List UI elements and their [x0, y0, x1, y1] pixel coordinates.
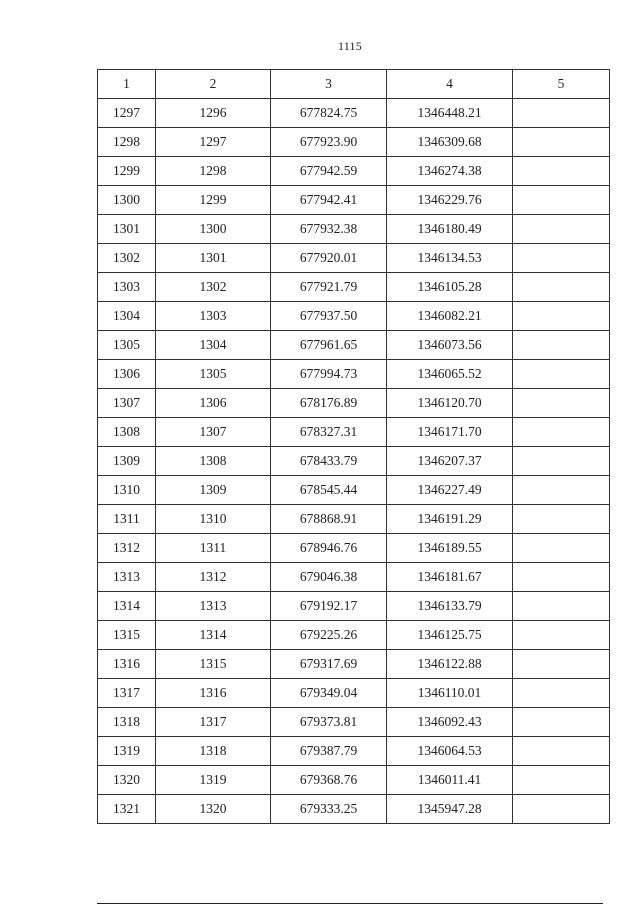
x-coordinate-cell: 678176.89	[271, 389, 387, 418]
y-coordinate-cell: 1346191.29	[387, 505, 513, 534]
note-cell	[513, 795, 610, 824]
y-coordinate-cell: 1346171.70	[387, 418, 513, 447]
point-number-cell: 1316	[98, 650, 156, 679]
x-coordinate-cell: 678545.44	[271, 476, 387, 505]
y-coordinate-cell: 1346110.01	[387, 679, 513, 708]
page-number: 1115	[338, 39, 362, 53]
point-number-cell: 1297	[98, 99, 156, 128]
point-number-cell: 1319	[98, 737, 156, 766]
previous-point-cell: 1317	[156, 708, 271, 737]
point-number-cell: 1315	[98, 621, 156, 650]
note-cell	[513, 99, 610, 128]
note-cell	[513, 592, 610, 621]
table-row	[98, 186, 610, 215]
previous-point-cell: 1308	[156, 447, 271, 476]
previous-point-cell: 1307	[156, 418, 271, 447]
note-cell	[513, 447, 610, 476]
x-coordinate-cell: 679349.04	[271, 679, 387, 708]
y-coordinate-cell: 1346105.28	[387, 273, 513, 302]
x-coordinate-cell: 677824.75	[271, 99, 387, 128]
x-coordinate-cell: 677920.01	[271, 244, 387, 273]
note-cell	[513, 418, 610, 447]
x-coordinate-cell: 679317.69	[271, 650, 387, 679]
point-number-cell: 1313	[98, 563, 156, 592]
point-number-cell: 1317	[98, 679, 156, 708]
note-cell	[513, 737, 610, 766]
y-coordinate-cell: 1346092.43	[387, 708, 513, 737]
point-number-cell: 1309	[98, 447, 156, 476]
point-number-cell: 1314	[98, 592, 156, 621]
y-coordinate-cell: 1346082.21	[387, 302, 513, 331]
header-cell-3: 3	[271, 70, 387, 99]
header-row	[98, 70, 610, 99]
x-coordinate-cell: 677961.65	[271, 331, 387, 360]
x-coordinate-cell: 677994.73	[271, 360, 387, 389]
y-coordinate-cell: 1346180.49	[387, 215, 513, 244]
note-cell	[513, 331, 610, 360]
point-number-cell: 1298	[98, 128, 156, 157]
table-row	[98, 418, 610, 447]
table-row	[98, 476, 610, 505]
x-coordinate-cell: 678433.79	[271, 447, 387, 476]
note-cell	[513, 766, 610, 795]
y-coordinate-cell: 1346189.55	[387, 534, 513, 563]
table-row	[98, 215, 610, 244]
table-row	[98, 360, 610, 389]
table-row	[98, 244, 610, 273]
note-cell	[513, 389, 610, 418]
header-cell-5: 5	[513, 70, 610, 99]
table-row	[98, 331, 610, 360]
table-row	[98, 99, 610, 128]
point-number-cell: 1300	[98, 186, 156, 215]
note-cell	[513, 244, 610, 273]
x-coordinate-cell: 678946.76	[271, 534, 387, 563]
note-cell	[513, 302, 610, 331]
x-coordinate-cell: 679225.26	[271, 621, 387, 650]
table-body	[98, 99, 610, 824]
x-coordinate-cell: 679368.76	[271, 766, 387, 795]
y-coordinate-cell: 1346122.88	[387, 650, 513, 679]
y-coordinate-cell: 1345947.28	[387, 795, 513, 824]
table-row	[98, 447, 610, 476]
point-number-cell: 1303	[98, 273, 156, 302]
y-coordinate-cell: 1346181.67	[387, 563, 513, 592]
x-coordinate-cell: 679373.81	[271, 708, 387, 737]
point-number-cell: 1307	[98, 389, 156, 418]
note-cell	[513, 505, 610, 534]
x-coordinate-cell: 679333.25	[271, 795, 387, 824]
table-row	[98, 157, 610, 186]
previous-point-cell: 1318	[156, 737, 271, 766]
previous-point-cell: 1309	[156, 476, 271, 505]
previous-point-cell: 1312	[156, 563, 271, 592]
y-coordinate-cell: 1346207.37	[387, 447, 513, 476]
previous-point-cell: 1316	[156, 679, 271, 708]
table-row	[98, 592, 610, 621]
point-number-cell: 1302	[98, 244, 156, 273]
note-cell	[513, 708, 610, 737]
point-number-cell: 1310	[98, 476, 156, 505]
y-coordinate-cell: 1346309.68	[387, 128, 513, 157]
note-cell	[513, 273, 610, 302]
table-row	[98, 128, 610, 157]
table-row	[98, 505, 610, 534]
point-number-cell: 1299	[98, 157, 156, 186]
y-coordinate-cell: 1346073.56	[387, 331, 513, 360]
x-coordinate-cell: 679046.38	[271, 563, 387, 592]
table-row	[98, 708, 610, 737]
note-cell	[513, 128, 610, 157]
table-row	[98, 389, 610, 418]
note-cell	[513, 186, 610, 215]
previous-point-cell: 1304	[156, 331, 271, 360]
point-number-cell: 1301	[98, 215, 156, 244]
table-row	[98, 679, 610, 708]
point-number-cell: 1308	[98, 418, 156, 447]
previous-point-cell: 1302	[156, 273, 271, 302]
previous-point-cell: 1297	[156, 128, 271, 157]
note-cell	[513, 563, 610, 592]
previous-point-cell: 1315	[156, 650, 271, 679]
point-number-cell: 1304	[98, 302, 156, 331]
x-coordinate-cell: 679387.79	[271, 737, 387, 766]
note-cell	[513, 360, 610, 389]
previous-point-cell: 1310	[156, 505, 271, 534]
y-coordinate-cell: 1346125.75	[387, 621, 513, 650]
table-row	[98, 621, 610, 650]
point-number-cell: 1306	[98, 360, 156, 389]
x-coordinate-cell: 678327.31	[271, 418, 387, 447]
y-coordinate-cell: 1346274.38	[387, 157, 513, 186]
previous-point-cell: 1298	[156, 157, 271, 186]
table-row	[98, 563, 610, 592]
note-cell	[513, 679, 610, 708]
x-coordinate-cell: 677937.50	[271, 302, 387, 331]
table-row	[98, 273, 610, 302]
point-number-cell: 1312	[98, 534, 156, 563]
table-header	[98, 70, 610, 99]
previous-point-cell: 1320	[156, 795, 271, 824]
x-coordinate-cell: 677942.41	[271, 186, 387, 215]
table-row	[98, 302, 610, 331]
point-number-cell: 1305	[98, 331, 156, 360]
table-row	[98, 795, 610, 824]
y-coordinate-cell: 1346229.76	[387, 186, 513, 215]
previous-point-cell: 1300	[156, 215, 271, 244]
header-cell-2: 2	[156, 70, 271, 99]
x-coordinate-cell: 677932.38	[271, 215, 387, 244]
note-cell	[513, 534, 610, 563]
coordinates-table	[97, 69, 610, 824]
point-number-cell: 1320	[98, 766, 156, 795]
previous-point-cell: 1311	[156, 534, 271, 563]
y-coordinate-cell: 1346133.79	[387, 592, 513, 621]
header-cell-4: 4	[387, 70, 513, 99]
x-coordinate-cell: 679192.17	[271, 592, 387, 621]
y-coordinate-cell: 1346120.70	[387, 389, 513, 418]
point-number-cell: 1321	[98, 795, 156, 824]
table-row	[98, 766, 610, 795]
note-cell	[513, 215, 610, 244]
point-number-cell: 1311	[98, 505, 156, 534]
x-coordinate-cell: 678868.91	[271, 505, 387, 534]
x-coordinate-cell: 677942.59	[271, 157, 387, 186]
previous-point-cell: 1306	[156, 389, 271, 418]
previous-point-cell: 1314	[156, 621, 271, 650]
previous-point-cell: 1301	[156, 244, 271, 273]
table-row	[98, 737, 610, 766]
y-coordinate-cell: 1346011.41	[387, 766, 513, 795]
x-coordinate-cell: 677923.90	[271, 128, 387, 157]
note-cell	[513, 621, 610, 650]
y-coordinate-cell: 1346448.21	[387, 99, 513, 128]
note-cell	[513, 157, 610, 186]
footer-rule	[97, 903, 603, 904]
y-coordinate-cell: 1346065.52	[387, 360, 513, 389]
header-cell-1: 1	[98, 70, 156, 99]
y-coordinate-cell: 1346064.53	[387, 737, 513, 766]
previous-point-cell: 1296	[156, 99, 271, 128]
point-number-cell: 1318	[98, 708, 156, 737]
previous-point-cell: 1299	[156, 186, 271, 215]
previous-point-cell: 1313	[156, 592, 271, 621]
note-cell	[513, 476, 610, 505]
y-coordinate-cell: 1346134.53	[387, 244, 513, 273]
previous-point-cell: 1303	[156, 302, 271, 331]
previous-point-cell: 1305	[156, 360, 271, 389]
previous-point-cell: 1319	[156, 766, 271, 795]
y-coordinate-cell: 1346227.49	[387, 476, 513, 505]
x-coordinate-cell: 677921.79	[271, 273, 387, 302]
table-row	[98, 534, 610, 563]
table-row	[98, 650, 610, 679]
note-cell	[513, 650, 610, 679]
